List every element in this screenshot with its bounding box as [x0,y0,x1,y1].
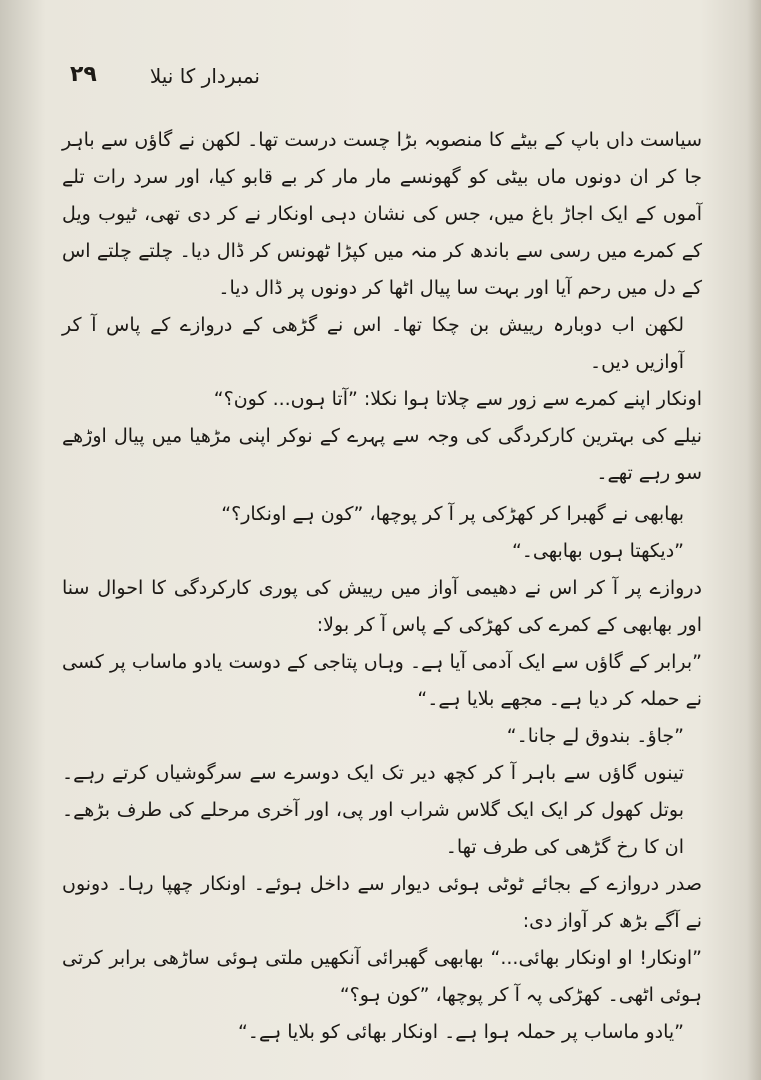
page-number: ۲۹ [70,62,97,87]
paragraph: ”جاؤ۔ بندوق لے جانا۔“ [506,725,684,747]
paragraph: اونکار اپنے کمرے سے زور سے چلاتا ہوا نکلا: ”آتا ہوں... کون؟“ [213,388,702,410]
paragraph: ”برابر کے گاؤں سے ایک آدمی آیا ہے۔ وہاں پتاجی کے دوست یادو ماساب پر کسی نے حملہ کر دیا ہے۔ مجھے بلایا ہے۔“ [62,651,702,710]
paragraph: لکھن اب دوبارہ رییش بن چکا تھا۔ اس نے گڑھی کے دروازے کے پاس آ کر آوازیں دیں۔ [62,314,684,373]
paragraph: بھابھی نے گھبرا کر کھڑکی پر آ کر پوچھا، ”کون ہے اونکار؟“ [221,503,684,525]
paragraph: نیلے کی بہترین کارکردگی کی وجہ سے پہرے کے نوکر اپنی مڑھیا میں پیال اوڑھے سو رہے تھے۔ [62,425,702,484]
page-header [70,60,690,100]
paragraph: سیاست داں باپ کے بیٹے کا منصوبہ بڑا چست درست تھا۔ لکھن نے گاؤں سے باہر جا کر ان دونوں ماں بیٹی کو گھونسے مار مار کر بے قابو کیا، اور سرد رات تلے آموں کے ایک اجاڑ باغ میں، جس کی نشان دہی اونکار نے کر دی تھی، ٹیوب ویل کے کمرے میں رسی سے باندھ کر منہ میں کپڑا ٹھونس کر ڈال دیا۔ چلتے چلتے اس کے دل میں رحم آیا اور بہت سا پیال اٹھا کر دونوں پر ڈال دیا۔ [62,129,702,299]
page-edge-shadow [747,0,761,1080]
paragraph: تینوں گاؤں سے باہر آ کر کچھ دیر تک ایک دوسرے سے سرگوشیاں کرتے رہے۔ بوتل کھول کر ایک ایک گلاس شراب اور پی، اور آخری مرحلے کی طرف بڑھے۔ ان کا رخ گڑھی کی طرف تھا۔ [62,762,684,858]
paragraph: ”یادو ماساب پر حملہ ہوا ہے۔ اونکار بھائی کو بلایا ہے۔“ [237,1021,684,1043]
paragraph: ”دیکھتا ہوں بھابھی۔“ [511,540,684,562]
paragraph: دروازے پر آ کر اس نے دھیمی آواز میں رییش کی پوری کارکردگی کا احوال سنا اور بھابھی کے کمرے کی کھڑکی کے پاس آ کر بولا: [62,577,702,636]
running-title: نمبردار کا نیلا [149,64,260,88]
paragraph: ”اونکار! او اونکار بھائی...“ بھابھی گھبرائی آنکھیں ملتی ہوئی ساڑھی برابر کرتی ہوئی اٹھی۔ کھڑکی پہ آ کر پوچھا، ”کون ہو؟“ [62,947,702,1006]
body-text [62,122,702,1051]
paragraph: صدر دروازے کے بجائے ٹوٹی ہوئی دیوار سے داخل ہوئے۔ اونکار چھپا رہا۔ دونوں نے آگے بڑھ کر آواز دی: [62,873,702,932]
